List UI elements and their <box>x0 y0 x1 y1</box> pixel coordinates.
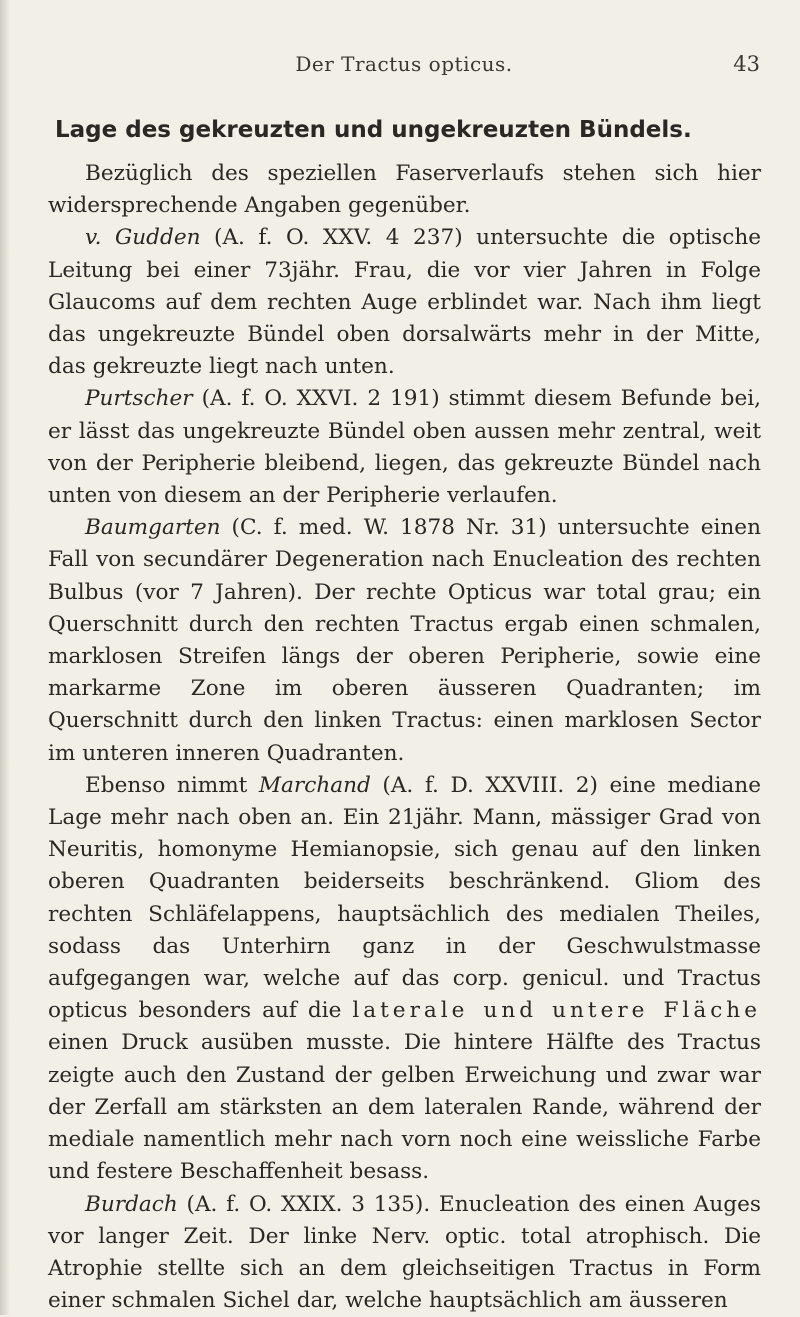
spaced-emphasis: laterale und untere Fläche <box>352 998 761 1023</box>
page-header <box>48 52 760 82</box>
page-number: 43 <box>733 52 760 76</box>
paragraph-text: (A. f. O. XXIX. 3 135). Enucleation des einen Auges vor langer Zeit. Der linke Nerv. optic. total atrophisch. Die Atrophie stellte sich an dem gleichseitigen Tractus in Form einer schmalen Sichel dar, welche hauptsächlich am äusseren <box>48 1192 761 1314</box>
paragraph-prefix: Ebenso nimmt <box>85 773 259 798</box>
paragraph-text: Bezüglich des speziellen Faserverlaufs stehen sich hier widersprechende Angaben gegenüber. <box>48 161 761 218</box>
paragraph-text: (A. f. O. XXV. 4 237) untersuchte die optische Leitung bei einer 73jähr. Frau, die vor vier Jahren in Folge Glaucoms auf dem rechten Auge erblindet war. Nach ihm liegt das ungekreuzte Bündel oben dorsalwärts mehr in der Mitte, das gekreuzte liegt nach unten. <box>48 225 761 379</box>
paragraph-purtscher <box>48 383 761 512</box>
paragraph-text: (A. f. O. XXVI. 2 191) stimmt diesem Befunde bei, er lässt das ungekreuzte Bündel oben aussen mehr zentral, weit von der Peripherie bleibend, liegen, das gekreuzte Bündel nach unten von diesem an der Peripherie verlaufen. <box>48 386 761 508</box>
page-edge-shadow <box>0 0 10 1315</box>
paragraph-baumgarten <box>48 512 761 770</box>
running-title: Der Tractus opticus. <box>48 52 760 76</box>
paragraph-text: (A. f. D. XXVIII. 2) eine mediane Lage mehr nach oben an. Ein 21jähr. Mann, mässiger Grad von Neuritis, homonyme Hemianopsie, sich genau auf den linken oberen Quadranten beiderseits beschränkend. Gliom des rechten Schläfelappens, hauptsächlich des medialen Theiles, sodass das Unterhirn ganz in der Geschwulstmasse aufgegangen war, welche auf das corp. genicul. und Tractus opticus besonders auf die <box>48 773 761 1023</box>
author-name: Baumgarten <box>85 515 221 540</box>
paragraph-text: (C. f. med. W. 1878 Nr. 31) untersuchte einen Fall von secundärer Degeneration nach Enucleation des rechten Bulbus (vor 7 Jahren). Der rechte Opticus war total grau; ein Querschnitt durch den rechten Tractus ergab einen schmalen, marklosen Streifen längs der oberen Peripherie, sowie eine markarme Zone im oberen äusseren Quadranten; im Querschnitt durch den linken Tractus: einen marklosen Sector im unteren inneren Quadranten. <box>48 515 761 765</box>
paragraph-marchand <box>48 770 761 1189</box>
author-name: Marchand <box>259 773 371 798</box>
paragraph-text: einen Druck ausüben musste. Die hintere Hälfte des Tractus zeigte auch den Zustand der gelben Erweichung und zwar war der Zerfall am stärksten an dem lateralen Rande, während der mediale namentlich mehr nach vorn noch eine weissliche Farbe und festere Beschaffenheit besass. <box>48 1030 761 1184</box>
paragraph-burdach <box>48 1189 761 1317</box>
author-name: v. Gudden <box>85 225 201 250</box>
author-name: Burdach <box>85 1192 178 1217</box>
page-body <box>48 112 761 1317</box>
paragraph-gudden <box>48 222 761 383</box>
paragraph-intro <box>48 158 761 222</box>
section-heading: Lage des gekreuzten und ungekreuzten Bündels. <box>55 112 761 148</box>
author-name: Purtscher <box>85 386 193 411</box>
